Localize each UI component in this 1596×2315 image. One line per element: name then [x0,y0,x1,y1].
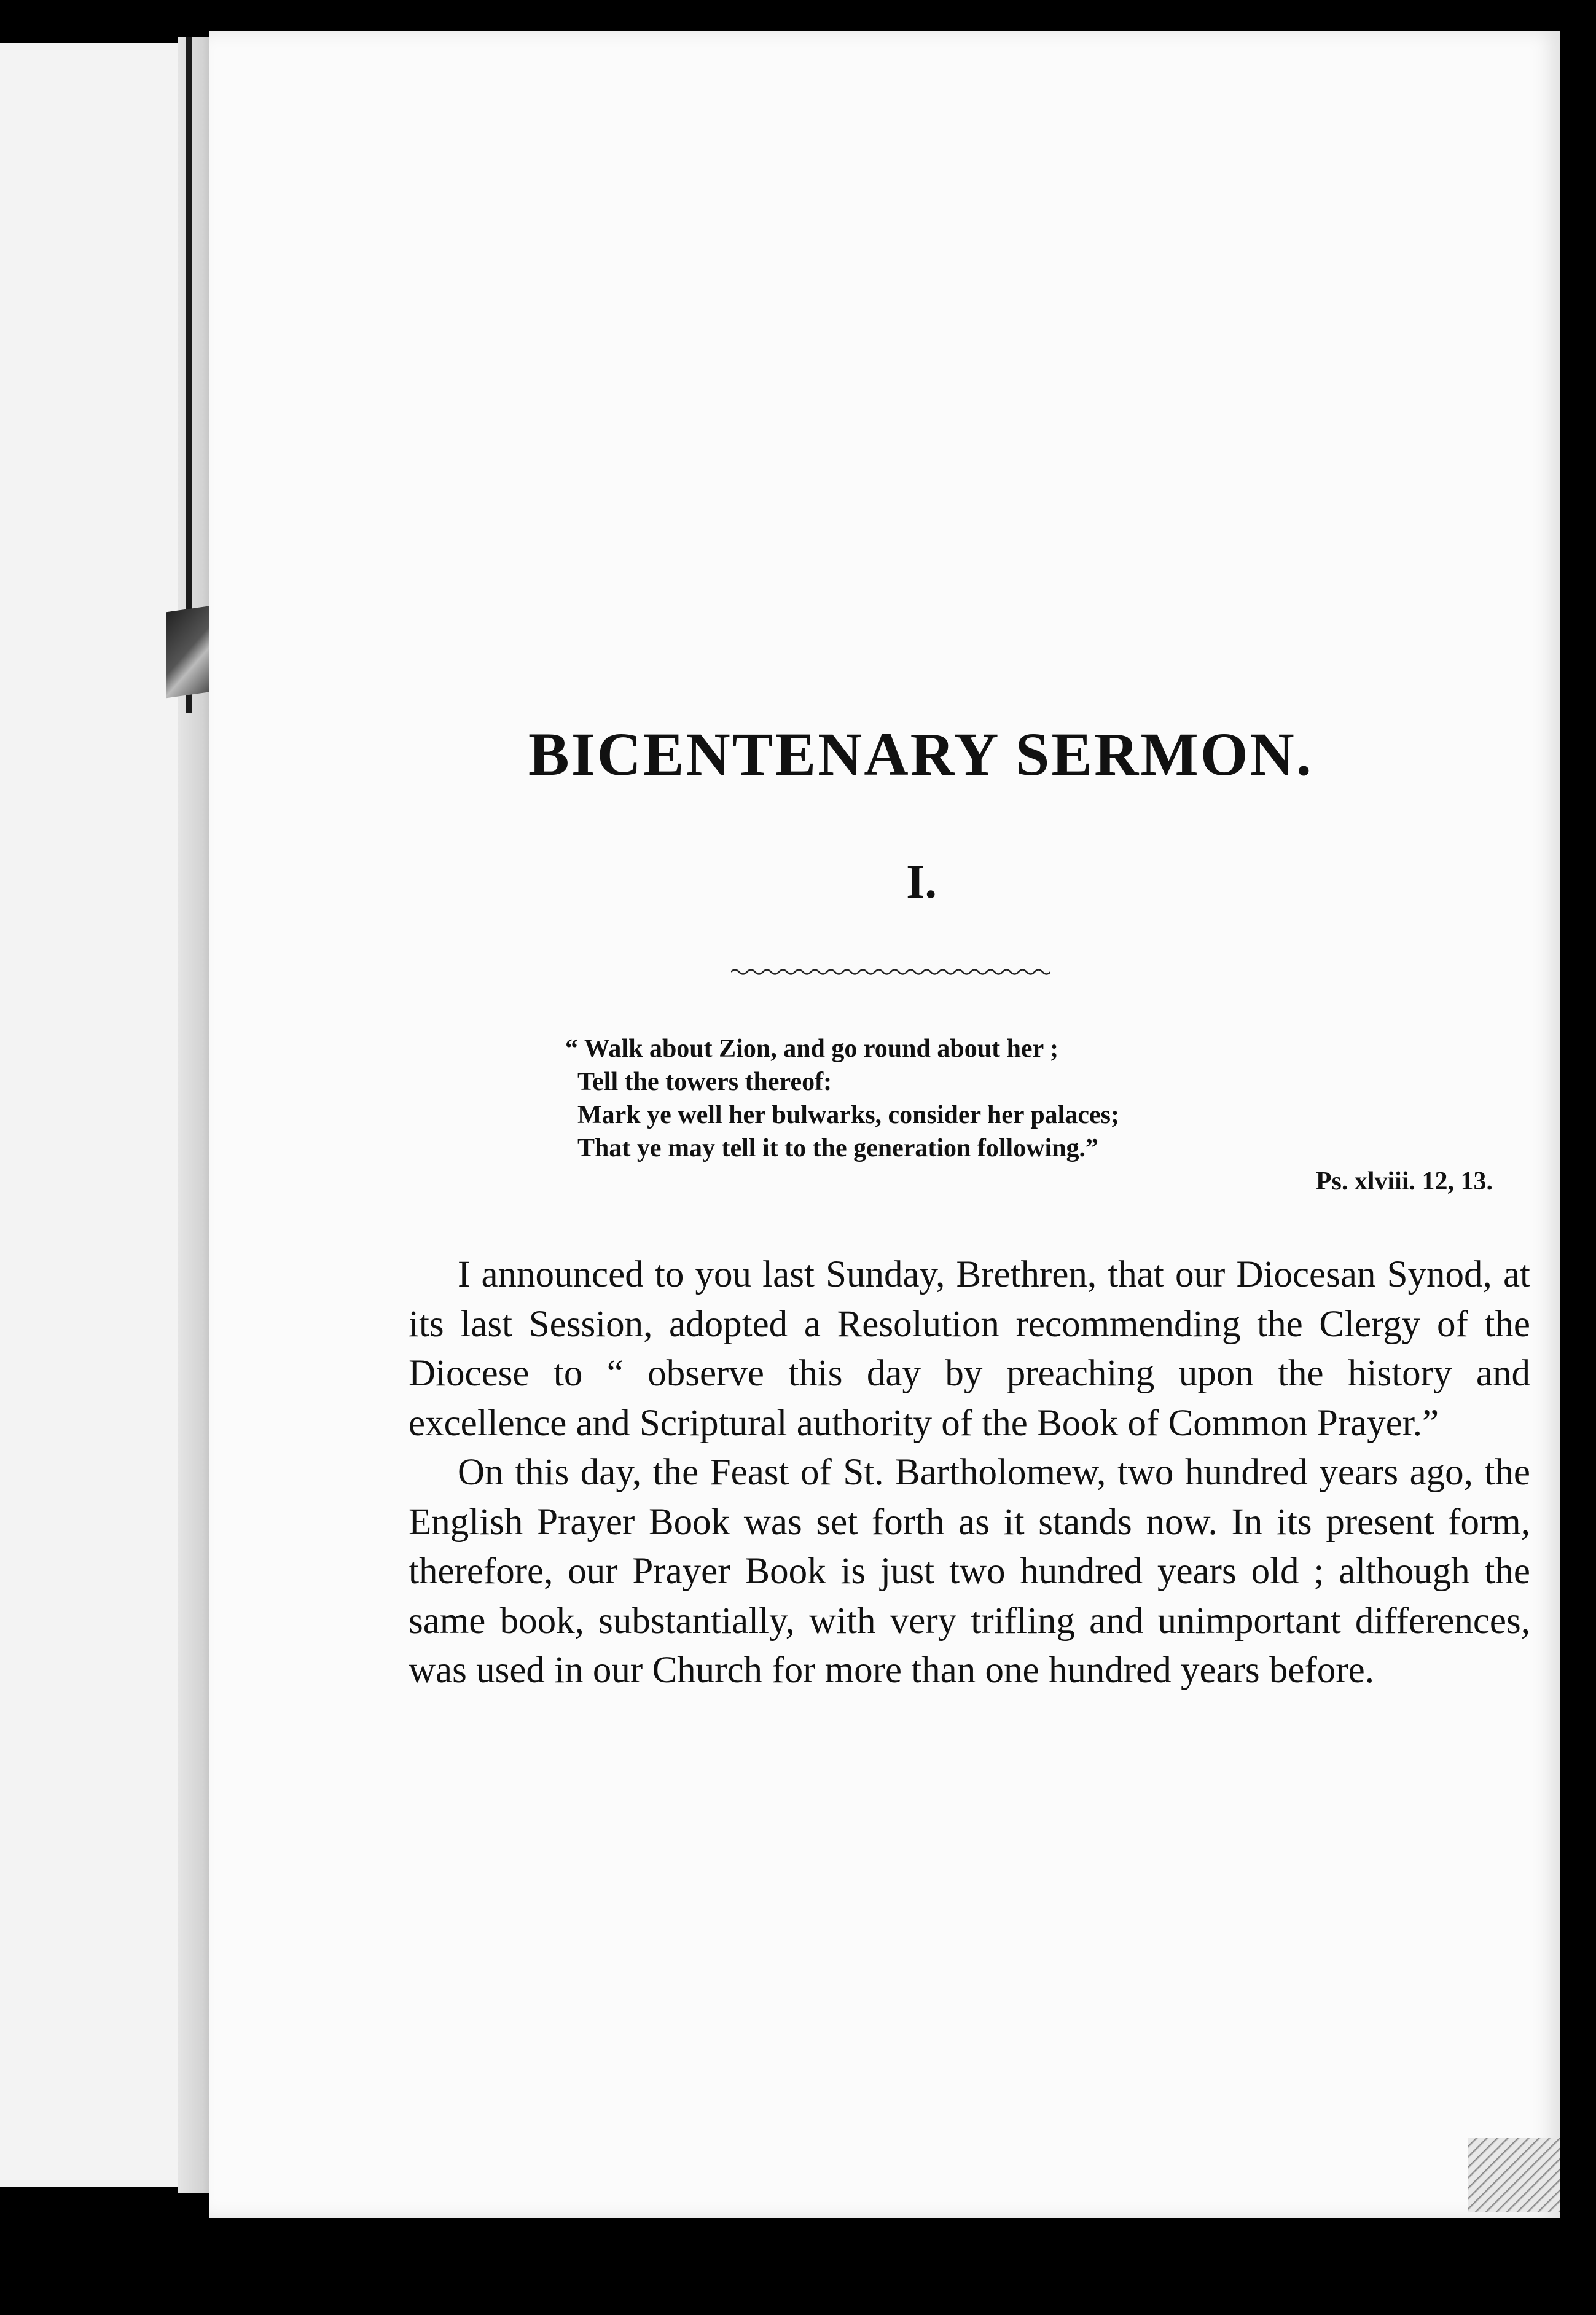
book-page [209,31,1560,2218]
wavy-divider [731,968,1050,976]
epigraph [565,1032,1511,1198]
page-curl [1468,2138,1560,2212]
sermon-number: I. [906,855,937,908]
epigraph-line: Mark ye well her bulwarks, consider her palaces; [577,1101,1119,1129]
sermon-body [409,1250,1530,1696]
body-paragraph: On this day, the Feast of St. Bartholomew, two hundred years ago, the English Prayer Book was set forth as it stands now. In its present form, therefore, our Prayer Book is just two hundred years old ; although the same book, substantially, with very trifling and unimportant differences, was used in our Church for more than one hundred years before. [409,1452,1530,1691]
epigraph-line: That ye may tell it to the generation following.” [577,1134,1099,1162]
facing-page [0,43,200,2187]
epigraph-citation: Ps. xlviii. 12, 13. [1315,1167,1493,1196]
epigraph-line: Tell the towers thereof: [577,1068,832,1096]
body-paragraph: I announced to you last Sunday, Brethren, that our Diocesan Synod, at its last Session, adopted a Resolution recommending the Clergy of the Diocese to “ observe this day by preaching upon the history and excellence and Scriptural authority of the Book of Common Prayer.” [409,1254,1530,1444]
epigraph-line: “ Walk about Zion, and go round about her ; [565,1035,1058,1063]
sermon-title: BICENTENARY SERMON. [528,720,1313,788]
